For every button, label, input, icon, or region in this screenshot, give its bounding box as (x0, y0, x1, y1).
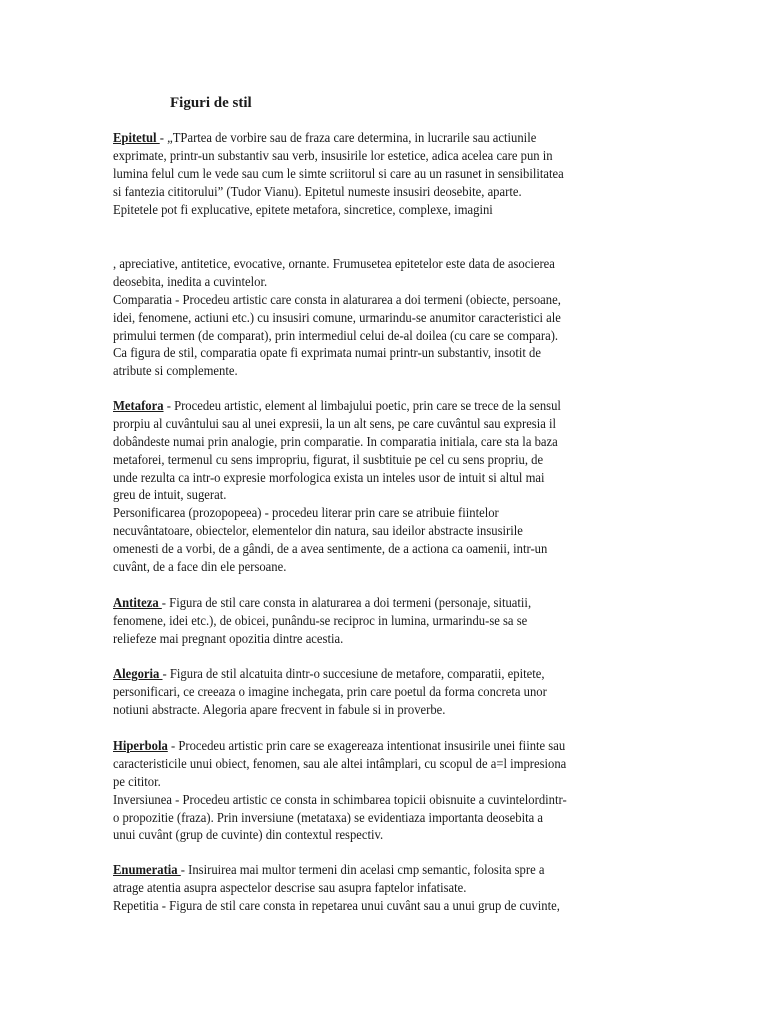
paragraph-line: Epitetele pot fi explucative, epitete metafora, sincretice, complexe, imagini (113, 201, 493, 217)
paragraph-line: reliefeze mai pregnant opozitia dintre acestia. (113, 630, 344, 646)
paragraph-comparatia (113, 255, 620, 380)
paragraph-line: notiuni abstracte. Alegoria apare frecvent in fabule si in proverbe. (113, 701, 446, 717)
paragraph-line: Inversiunea - Procedeu artistic ce consta in schimbarea topicii obisnuite a cuvintelordintr- (113, 791, 567, 807)
paragraph-line: Personificarea (prozopopeea) - procedeu literar prin care se atribuie fiintelor (113, 505, 499, 521)
paragraph-line: atribute si complemente. (113, 363, 238, 379)
paragraph-line: Alegoria - Figura de stil alcatuita dintr-o succesiune de metafore, comparatii, epitete, (113, 666, 545, 681)
term-enumeratia: Enumeratia (113, 862, 181, 877)
paragraph-line: dobândeste numai prin analogie, prin comparatie. In comparatia initiala, care sta la baza (113, 433, 558, 449)
paragraph-line: greu de intuit, sugerat. (113, 487, 227, 503)
paragraph-line: unde rezulta ca intr-o expresie morfologica exista un inteles usor de intuit si altul mai (113, 469, 545, 485)
paragraph-line: metaforei, termenul cu sens impropriu, figurat, il susbtituie pe cel cu sens propriu, de (113, 451, 544, 467)
term-alegoria: Alegoria (113, 666, 163, 681)
paragraph-enumeratia (113, 861, 620, 915)
paragraph-line: Antiteza - Figura de stil care consta in alaturarea a doi termeni (personaje, situatii, (113, 595, 532, 610)
paragraph-line: idei, fenomene, actiuni etc.) cu insusiri comune, urmarindu-se anumitor caracteristici ale (113, 309, 561, 325)
paragraph-line: Enumeratia - Insiruirea mai multor termeni din acelasi cmp semantic, folosita spre a (113, 862, 545, 877)
paragraph-line: Repetitia - Figura de stil care consta in repetarea unui cuvânt sau a unui grup de cuvinte, (113, 897, 560, 913)
paragraph-line: exprimate, printr-un substantiv sau verb, insusirile lor estetice, adica acelea care pun in (113, 147, 553, 163)
term-epitet: Epitetul (113, 130, 160, 145)
term-metafora: Metafora (113, 398, 164, 413)
paragraph-hiperbola (113, 737, 620, 844)
paragraph-line: fenomene, idei etc.), de obicei, punându-se reciproc in lumina, urmarindu-se sa se (113, 612, 528, 628)
paragraph-line: necuvântatoare, obiectelor, elementelor din natura, sau ideilor abstracte insusirile (113, 523, 523, 539)
paragraph-line: , apreciative, antitetice, evocative, ornante. Frumusetea epitetelor este data de asocierea (113, 256, 555, 271)
paragraph-line: unui cuvânt (grup de cuvinte) din contextul respectiv. (113, 827, 384, 843)
paragraph-line: Hiperbola - Procedeu artistic prin care se exagereaza intentionat insusirile unei fiinte sau (113, 738, 566, 753)
paragraph-line: deosebita, inedita a cuvintelor. (113, 273, 268, 289)
paragraph-metafora (113, 397, 620, 576)
paragraph-epitet (113, 129, 620, 218)
paragraph-line: lumina felul cum le vede sau cum le simte scriitorul si care au un rasunet in sensibilitatea (113, 165, 564, 181)
paragraph-line: pe cititor. (113, 773, 161, 789)
paragraph-antiteza (113, 594, 620, 648)
paragraph-line: primului termen (de comparat), prin intermediul celui de-al doilea (cu care se compara). (113, 327, 559, 343)
paragraph-line: Epitetul - „TPartea de vorbire sau de fraza care determina, in lucrarile sau actiunile (113, 130, 537, 145)
paragraph-line: atrage atentia asupra aspectelor descrise sau asupra faptelor infatisate. (113, 879, 467, 895)
paragraph-line: Metafora - Procedeu artistic, element al limbajului poetic, prin care se trece de la sensul (113, 398, 561, 413)
paragraph-line: Ca figura de stil, comparatia opate fi exprimata numai printr-un substantiv, insotit de (113, 345, 541, 361)
paragraph-line: caracteristicile unui obiect, fenomen, sau ale altei intâmplari, cu scopul de a=l impresiona (113, 755, 567, 771)
paragraph-line: Comparatia - Procedeu artistic care consta in alaturarea a doi termeni (obiecte, persoane, (113, 291, 561, 307)
term-hiperbola: Hiperbola (113, 738, 168, 753)
term-antiteza: Antiteza (113, 595, 162, 610)
page-title: Figuri de stil (170, 95, 252, 111)
paragraph-line: si fantezia cititorului” (Tudor Vianu). Epitetul numeste insusiri deosebite, aparte. (113, 183, 522, 199)
paragraph-line: personificari, ce creeaza o imagine inchegata, prin care poetul da forma concreta unor (113, 683, 547, 699)
paragraph-line: omenesti de a vorbi, de a gândi, de a avea sentimente, de a actiona ca oamenii, intr-un (113, 541, 548, 557)
paragraph-line: prorpiu al cuvântului sau al unei expresii, la un alt sens, pe care cuvântul sau expresia il (113, 415, 557, 431)
paragraph-line: cuvânt, de a face din ele persoane. (113, 559, 287, 575)
paragraph-line: o propozitie (fraza). Prin inversiune (metataxa) se evidentiaza importanta deosebita a (113, 809, 544, 825)
paragraph-alegoria (113, 665, 620, 719)
